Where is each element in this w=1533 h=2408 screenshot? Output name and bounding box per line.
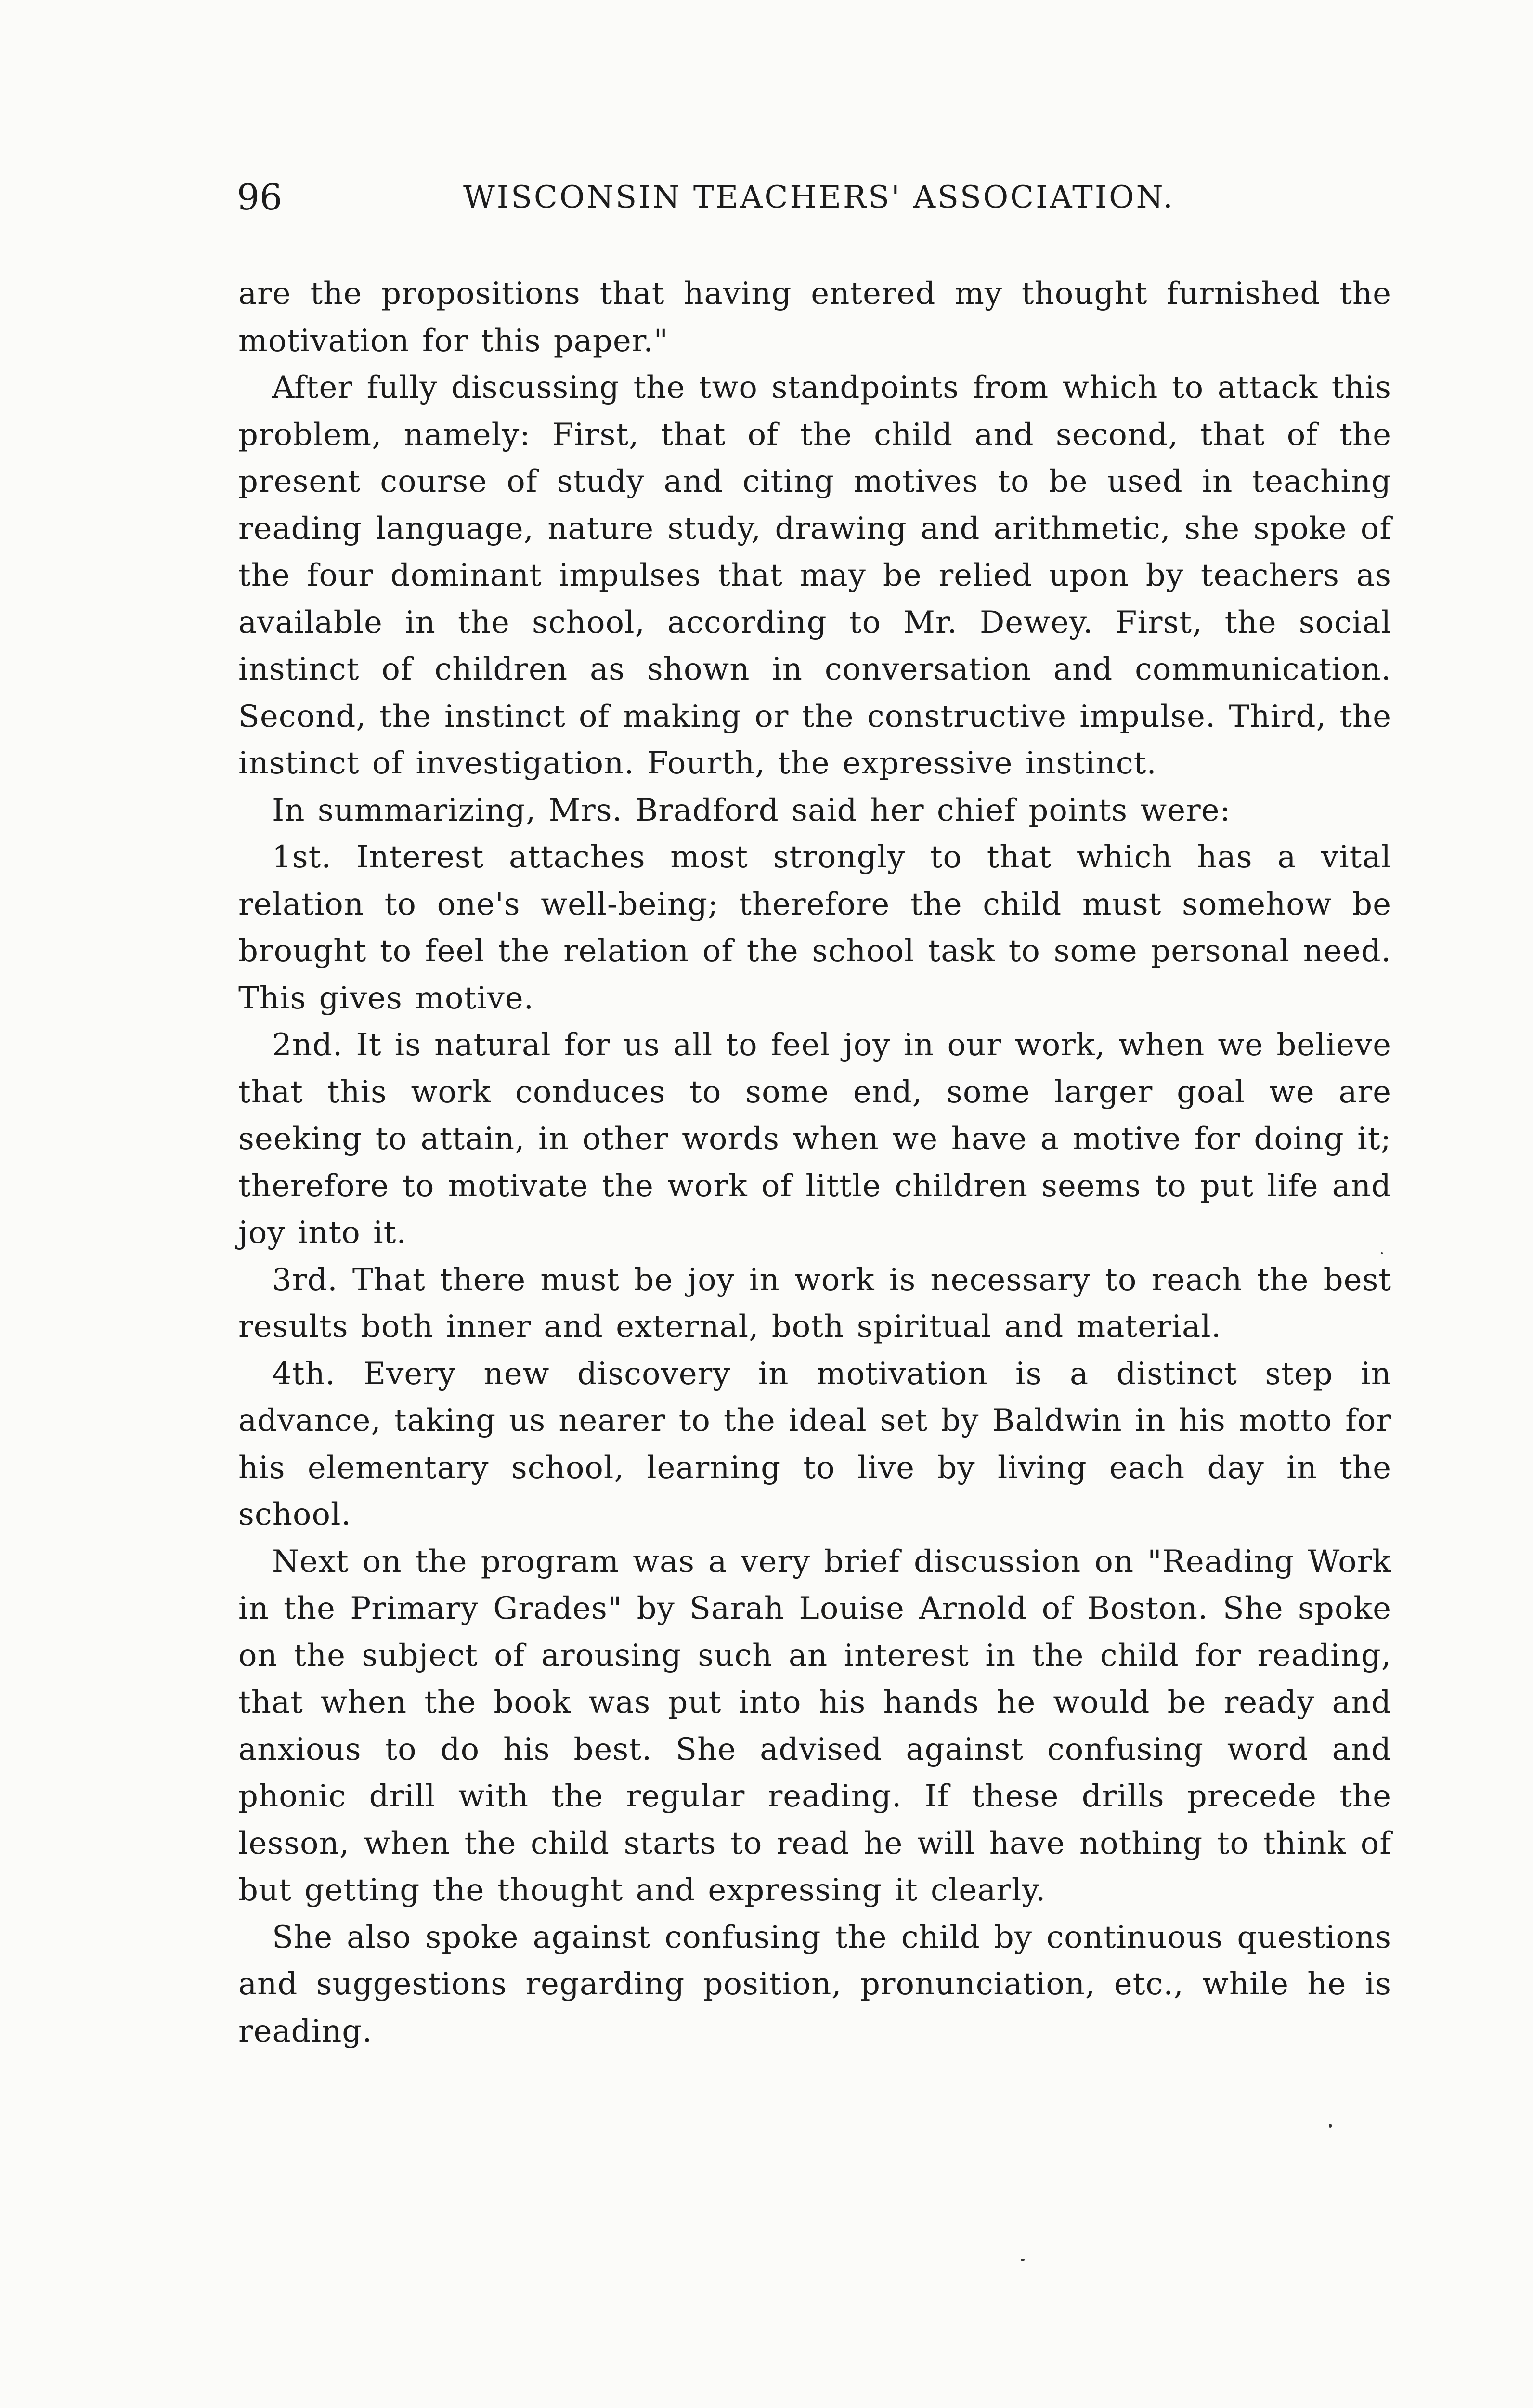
paragraph-point-4: 4th. Every new discovery in motivation is a distinct step in advance, taking us nearer to the ideal set by Baldwin in his motto for his elementary school, learning to live by living each day in the school. <box>238 1356 1391 1532</box>
paragraph-continuation: are the propositions that having entered my thought furnished the motivation for this paper." <box>238 276 1391 359</box>
page-header <box>237 173 1392 222</box>
paragraph-closing: She also spoke against confusing the child by continuous questions and suggestions regarding position, pronunciation, etc., while he is reading. <box>238 1919 1391 2049</box>
print-speck <box>1329 2124 1332 2128</box>
running-title: WISCONSIN TEACHERS' ASSOCIATION. <box>463 180 1175 215</box>
paragraph-reading-work: Next on the program was a very brief discussion on "Reading Work in the Primary Grades" by Sarah Louise Arnold of Boston. She spoke on the subject of arousing such an interest in the child for reading, that when the book was put into his hands he would be ready and anxious to do his best. She advised against confusing word and phonic drill with the regular reading. If these drills precede the lesson, when the child starts to read he will have nothing to think of but getting the thought and expressing it clearly. <box>238 1544 1391 1908</box>
page-body <box>238 271 1391 2055</box>
paragraph-point-3: 3rd. That there must be joy in work is necessary to reach the best results both inner and external, both spiritual and material. <box>238 1262 1391 1345</box>
paragraph-point-1: 1st. Interest attaches most strongly to that which has a vital relation to one's well-being; therefore the child must somehow be brought to feel the relation of the school task to some personal need. This gives motive. <box>238 839 1391 1016</box>
paragraph-discussion: After fully discussing the two standpoints from which to attack this problem, namely: First, that of the child and second, that of the present course of study and citing motives to be used in teaching reading language, nature study, drawing and arithmetic, she spoke of the four dominant impulses that may be relied upon by teachers as available in the school, according to Mr. Dewey. First, the social instinct of children as shown in conversation and communication. Second, the instinct of making or the constructive impulse. Third, the instinct of investigation. Fourth, the expressive instinct. <box>238 370 1391 781</box>
print-speck <box>1381 1252 1383 1254</box>
paragraph-point-2: 2nd. It is natural for us all to feel joy in our work, when we believe that this work conduces to some end, some larger goal we are seeking to attain, in other words when we have a motive for doing it; therefore to motivate the work of little children seems to put life and joy into it. <box>238 1027 1391 1251</box>
paragraph-summary-intro: In summarizing, Mrs. Bradford said her chief points were: <box>272 792 1231 828</box>
page-number: 96 <box>237 177 283 218</box>
print-speck <box>1021 2259 1025 2261</box>
